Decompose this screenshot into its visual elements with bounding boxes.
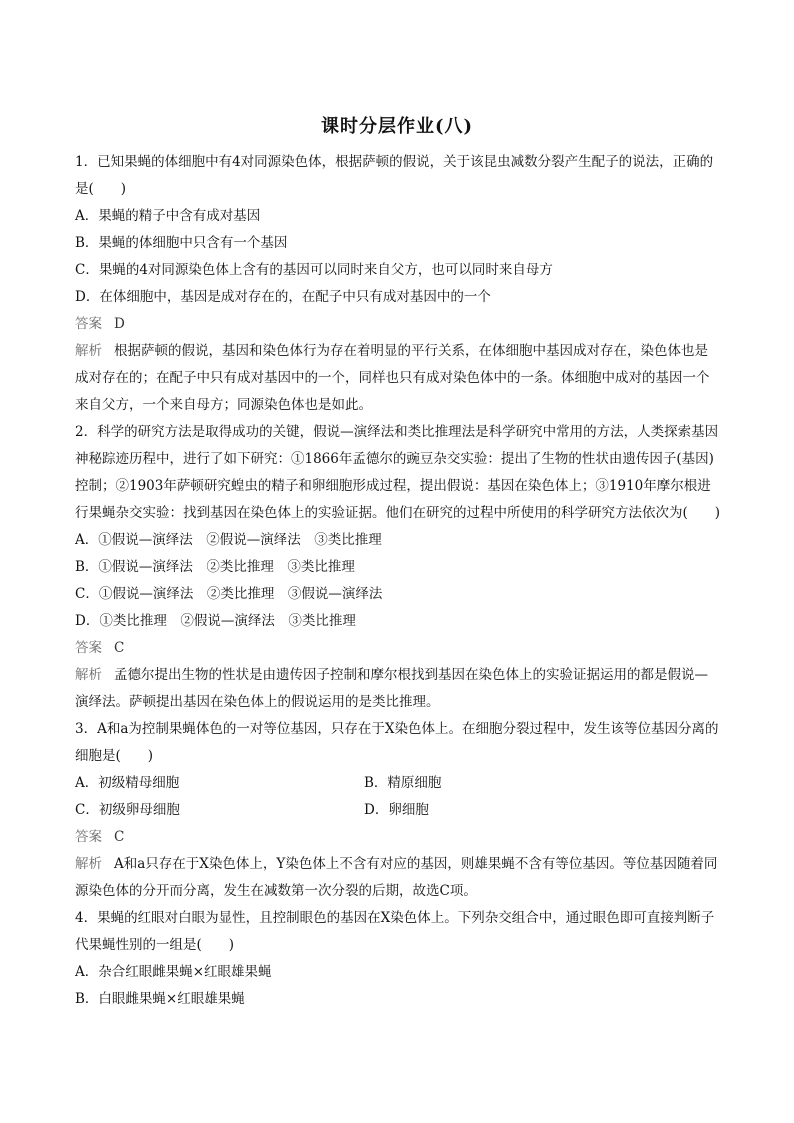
question-2-stem: 2．科学的研究方法是取得成功的关键，假说—演绎法和类比推理法是科学研究中常用的方法，人类探索基因神秘踪迹历程中，进行了如下研究：①1866年孟德尔的豌豆杂交实验：提出了生物的性状由遗传因子(基因)控制；②1903年萨顿研究蝗虫的精子和卵细胞形成过程，提出假说：基因在染色体上；③1910年摩尔根进行果蝇杂交实验：找到基因在染色体上的实验证据。他们在研究的过程中所使用的科学研究方法依次为( ) [75,424,721,521]
question-3-option-c: C．初级卵母细胞 [75,802,180,818]
question-3-options-row-1 [75,770,721,797]
question-2-option-a: A．①假说—演绎法 ②假说—演绎法 ③类比推理 [75,532,382,548]
question-3-option-b: B．精原细胞 [364,775,442,791]
analysis-label: 解析 [75,856,102,872]
analysis-label: 解析 [75,343,102,359]
answer-label: 答案 [75,829,102,845]
analysis-label: 解析 [75,667,102,683]
answer-value: D [114,316,125,332]
answer-value: C [114,640,125,656]
question-2-analysis [75,662,721,716]
question-1-analysis [75,338,721,419]
question-1-option-c: C．果蝇的4对同源染色体上含有的基因可以同时来自父方，也可以同时来自母方 [75,262,553,278]
analysis-text: 根据萨顿的假说，基因和染色体行为存在着明显的平行关系，在体细胞中基因成对存在，染色体也是成对存在的；在配子中只有成对基因中的一个，同样也只有成对染色体中的一条。体细胞中成对的基因一个来自父方，一个来自母方；同源染色体也是如此。 [75,343,710,413]
question-3-answer [75,824,721,851]
question-2-answer [75,635,721,662]
question-1-option-b: B．果蝇的体细胞中只含有一个基因 [75,235,288,251]
answer-value: C [114,829,125,845]
question-3-analysis [75,851,721,905]
question-4-option-b: B．白眼雌果蝇×红眼雄果蝇 [75,991,245,1007]
question-2-option-c: C．①假说—演绎法 ②类比推理 ③假说—演绎法 [75,586,383,602]
question-3-options-row-2 [75,797,721,824]
question-1-stem: 1．已知果蝇的体细胞中有4对同源染色体，根据萨顿的假说，关于该昆虫减数分裂产生配子的说法，正确的是( ) [75,154,714,197]
question-1-option-d: D．在体细胞中，基因是成对存在的，在配子中只有成对基因中的一个 [75,289,491,305]
question-3-stem: 3．A和a为控制果蝇体色的一对等位基因，只存在于X染色体上。在细胞分裂过程中，发生该等位基因分离的细胞是( ) [75,721,719,764]
document-content [75,149,721,1013]
answer-label: 答案 [75,316,102,332]
question-4-stem: 4．果蝇的红眼对白眼为显性，且控制眼色的基因在X染色体上。下列杂交组合中，通过眼色即可直接判断子代果蝇性别的一组是( ) [75,910,715,953]
question-4-option-a: A．杂合红眼雌果蝇×红眼雄果蝇 [75,964,272,980]
question-2-option-d: D．①类比推理 ②假说—演绎法 ③类比推理 [75,613,356,629]
answer-label: 答案 [75,640,102,656]
analysis-text: A和a只存在于X染色体上，Y染色体上不含有对应的基因，则雄果蝇不含有等位基因。等位基因随着同源染色体的分开而分离，发生在减数第一次分裂的后期，故选C项。 [75,856,718,899]
question-2-option-b: B．①假说—演绎法 ②类比推理 ③类比推理 [75,559,355,575]
question-3-option-a: A．初级精母细胞 [75,775,180,791]
analysis-text: 孟德尔提出生物的性状是由遗传因子控制和摩尔根找到基因在染色体上的实验证据运用的都是假说—演绎法。萨顿提出基因在染色体上的假说运用的是类比推理。 [75,667,708,710]
question-3-option-d: D．卵细胞 [364,802,429,818]
page-title: 课时分层作业(八) [320,116,474,137]
question-1-option-a: A．果蝇的精子中含有成对基因 [75,208,261,224]
question-1-answer [75,311,721,338]
